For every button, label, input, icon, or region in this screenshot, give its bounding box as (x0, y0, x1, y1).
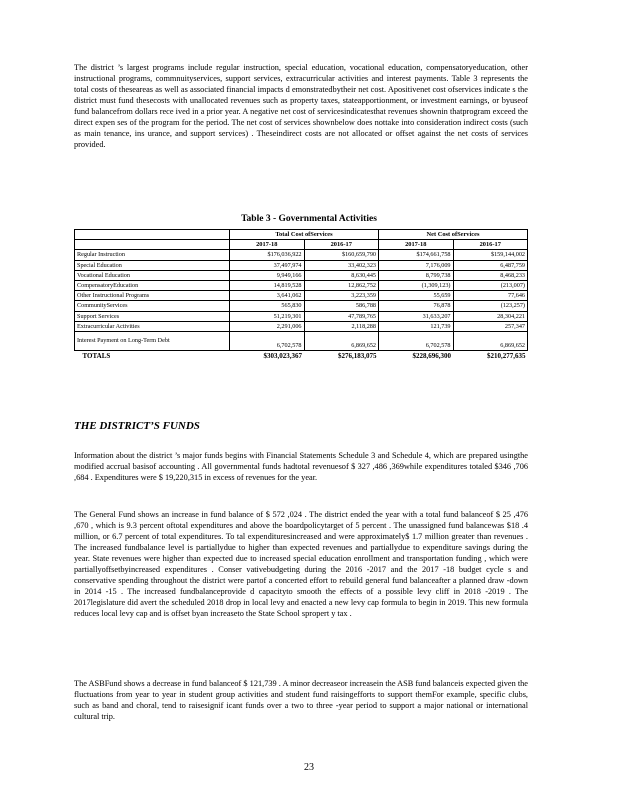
cell-value: 6,702,578 (379, 331, 454, 350)
cell-value: 257,347 (453, 321, 528, 331)
table-year-header-row (75, 240, 528, 250)
cell-value: 12,862,752 (304, 280, 379, 290)
cell-value: (213,007) (453, 280, 528, 290)
cell-value: 51,219,301 (230, 311, 305, 321)
cell-value: 37,497,974 (230, 260, 305, 270)
cell-value: $176,036,922 (230, 250, 305, 260)
row-label: Regular Instruction (75, 250, 230, 260)
row-label: CommunityServices (75, 301, 230, 311)
table-row (75, 291, 528, 301)
year-header: 2017-18 (379, 240, 454, 250)
cell-value: 6,869,652 (453, 331, 528, 350)
cell-value: 14,819,528 (230, 280, 305, 290)
cell-value: (123,257) (453, 301, 528, 311)
totals-row (75, 350, 528, 363)
table-row (75, 321, 528, 331)
cell-value: 586,788 (304, 301, 379, 311)
cell-value: 565,830 (230, 301, 305, 311)
cell-value: 33,402,323 (304, 260, 379, 270)
cell-value: 121,739 (379, 321, 454, 331)
table-group-header-row (75, 230, 528, 240)
row-label: Vocational Education (75, 270, 230, 280)
total-cost-header: Total Cost ofServices (230, 230, 379, 240)
row-label: Support Services (75, 311, 230, 321)
cell-value: 8,799,738 (379, 270, 454, 280)
table-row (75, 311, 528, 321)
funds-paragraph-1: Information about the district ’s major funds begins with Financial Statements Schedule 3 and Schedule 4, which are prepared usingthe modified accrual basisof accounting . All governmental funds hadtotal revenuesof $ 327 ,486 ,369while expenditures totaled $346 ,706 ,684 . Expenditures were $ 19,220,315 in excess of revenues for the year. (74, 451, 528, 482)
table-row (75, 250, 528, 260)
cell-value: 3,223,359 (304, 291, 379, 301)
cell-value: 6,869,652 (304, 331, 379, 350)
page-number: 23 (304, 762, 314, 773)
table-row (75, 270, 528, 280)
row-label: Special Education (75, 260, 230, 270)
totals-label: TOTALS (82, 352, 111, 361)
cell-value: 76,878 (379, 301, 454, 311)
funds-paragraph-3: The ASBFund shows a decrease in fund balanceof $ 121,739 . A minor decreaseor increasein the ASB fund balanceis expected given the fluctuations from year to year in student group activities and student fund raisingefforts to support themFor example, specific clubs, such as band and choral, tend to raisesignif icant funds over a two to three -year period to support a major national or international cultural trip. (74, 679, 528, 721)
cell-value: 8,630,445 (304, 270, 379, 280)
cell-value: 47,789,765 (304, 311, 379, 321)
total-value: $303,023,367 (263, 352, 302, 361)
table-row (75, 331, 528, 350)
cell-value: $160,659,790 (304, 250, 379, 260)
table-blank-header (75, 230, 230, 240)
cell-value: 2,291,006 (230, 321, 305, 331)
table-row (75, 301, 528, 311)
row-label: CompensatoryEducation (75, 280, 230, 290)
section-heading: THE DISTRICT’S FUNDS (74, 420, 200, 432)
cell-value: 2,118,288 (304, 321, 379, 331)
cell-value: $174,661,758 (379, 250, 454, 260)
row-label: Extracurricular Activities (75, 321, 230, 331)
total-value: $210,277,635 (487, 352, 526, 361)
cell-value: 55,659 (379, 291, 454, 301)
table-blank-header (75, 240, 230, 250)
cell-value: 8,468,233 (453, 270, 528, 280)
cell-value: 9,949,166 (230, 270, 305, 280)
intro-paragraph: The district ’s largest programs include regular instruction, special education, vocational education, compensatoryeducation, other instructional programs, commnuityservices, support services, extracurricular activities and interest payments. Table 3 represents the total costs of theseareas as well as associated financial impacts d emonstratedbytheir net cost. Apositivenet cost ofservices indicate s the district must fund thesecosts with unallocated revenues such as property taxes, stateapportionment, or investment earnings, or byuseof fund balancefrom dollars rece ived in a prior year. A negative net cost of servicesindicatesthat revenues shownin thatprogram exceed the direct expen ses of the program for the period. The net cost of services shownbelow does nottake into consideration indirect costs (such as main tenance, ins urance, and support services) . Theseindirect costs are not allocated or offset against the net costs of services provided. (74, 63, 528, 149)
table-row (75, 260, 528, 270)
cell-value: 6,702,578 (230, 331, 305, 350)
total-value: $276,183,075 (338, 352, 377, 361)
net-cost-header: Net Cost ofServices (379, 230, 528, 240)
cell-value: (1,309,123) (379, 280, 454, 290)
cell-value: 31,633,207 (379, 311, 454, 321)
cell-value: 6,487,759 (453, 260, 528, 270)
year-header: 2017-18 (230, 240, 305, 250)
cell-value: 28,304,221 (453, 311, 528, 321)
row-label: Other Instructional Programs (75, 291, 230, 301)
cell-value: 77,646 (453, 291, 528, 301)
year-header: 2016-17 (453, 240, 528, 250)
year-header: 2016-17 (304, 240, 379, 250)
table-caption: Table 3 - Governmental Activities (241, 214, 377, 224)
row-label: Interest Payment on Long-Term Debt (75, 331, 230, 350)
cell-value: 7,176,009 (379, 260, 454, 270)
total-value: $228,696,300 (412, 352, 451, 361)
cell-value: 3,641,062 (230, 291, 305, 301)
cell-value: $159,144,002 (453, 250, 528, 260)
funds-paragraph-2: The General Fund shows an increase in fund balance of $ 572 ,024 . The district ended the year with a total fund balanceof $ 25 ,476 ,670 , which is 9.3 percent oftotal expenditures and above the boardpolicytarget of 5 percent . The unassigned fund balancewas $18 .4 million, or 6.7 percent of total expenditures. To tal expendituresincreased and were approximately$ 1.7 million greater than revenues . The increased fundbalance level is partiallydue to higher than expected revenues and partiallydue to expenditure savings during the year. State revenues were higher than expected due to increased special education enrollment and transportation funding , which were partiallyoffsetbyincreased expenditures . Conser vativebudgeting during the 2016 -2017 and the 2017 -18 budget cycle s and conservative spending throughout the district were partof a concerted effort to rebuild general fund balanceafter a planned draw -down in 2014 -15 . The increased fundbalanceprovide d capacityto smooth the effects of a possible levy cliff in 2018 -2019 . The 2017legislature did avert the scheduled 2018 drop in local levy and enacted a new levy cap formula to begin in 2019. This new formula reduces local levy cap and is offset byan increaseto the State School spropert y tax . (74, 510, 528, 618)
governmental-activities-table (74, 229, 528, 363)
table-row (75, 280, 528, 290)
